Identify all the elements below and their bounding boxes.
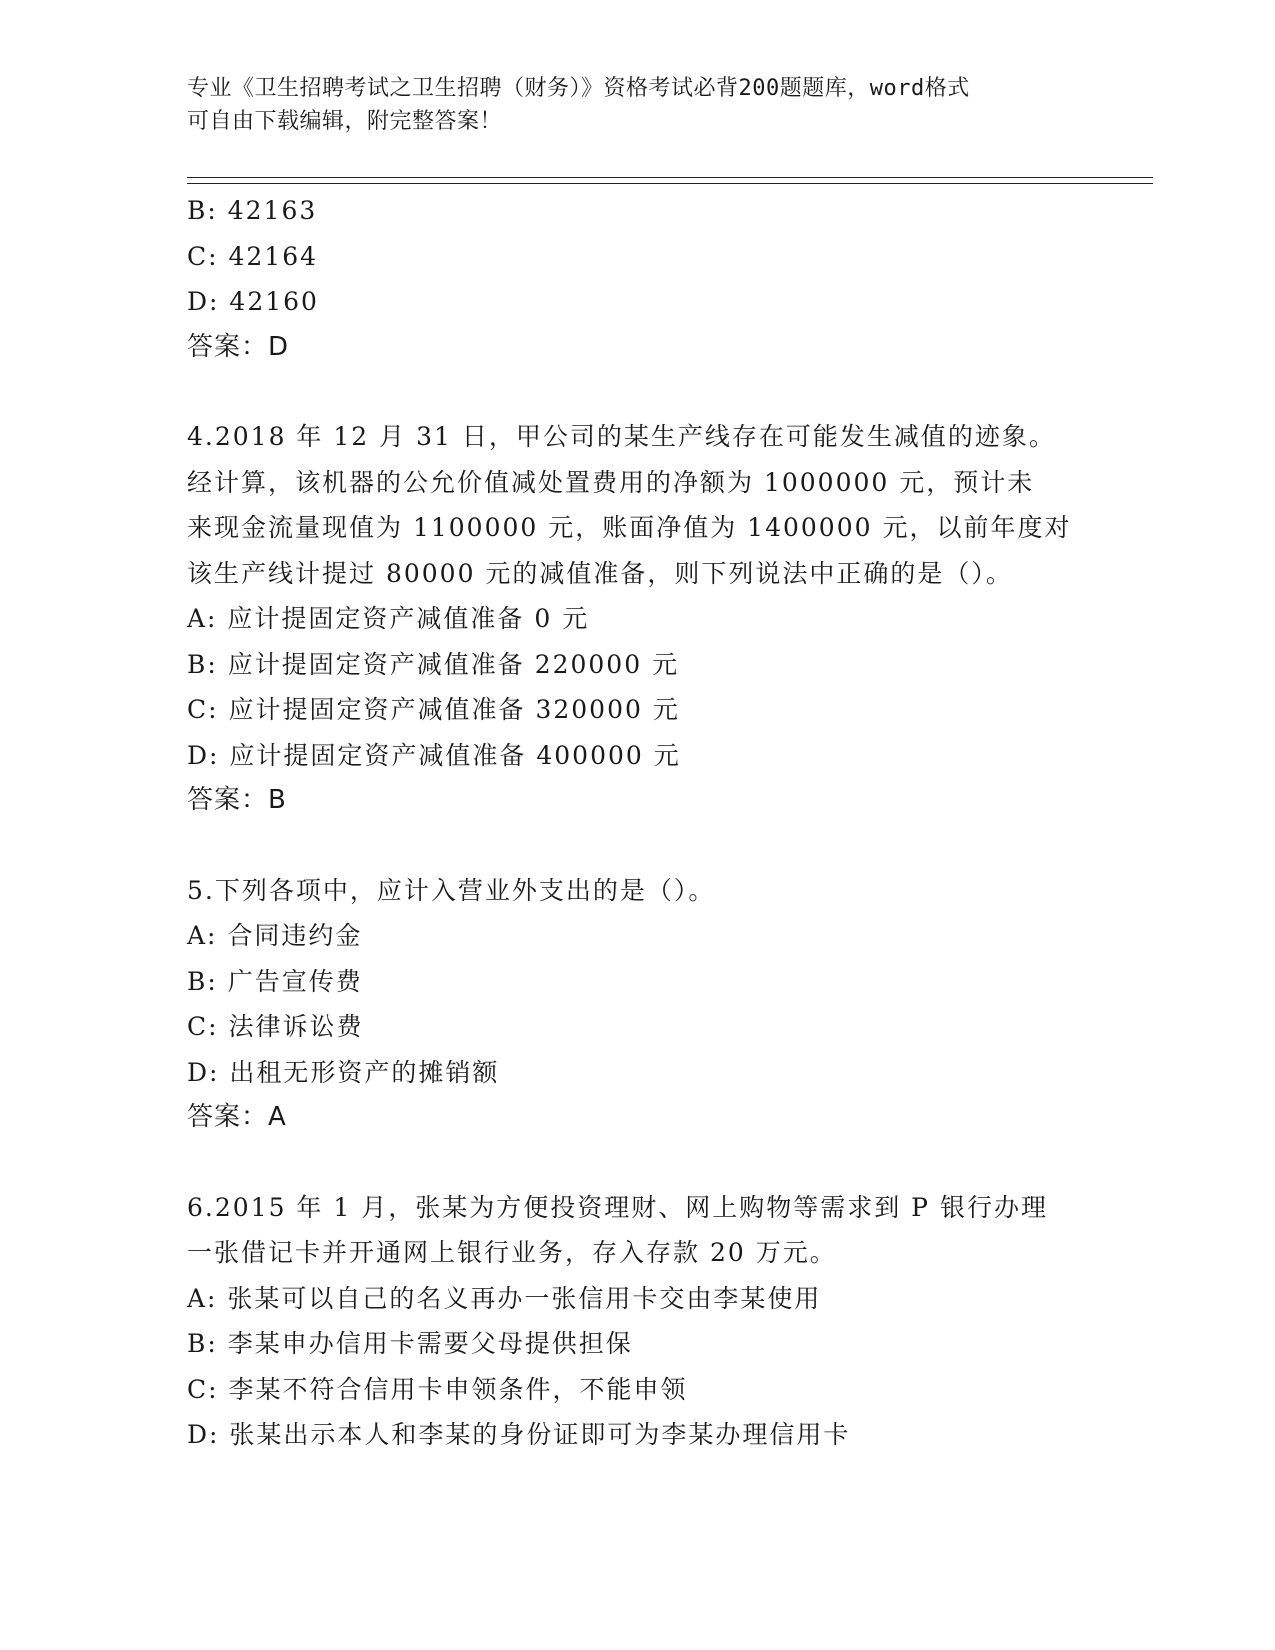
question-5 bbox=[187, 868, 1087, 1141]
question-3 bbox=[187, 188, 1087, 370]
option-c: C: 李某不符合信用卡申领条件，不能申领 bbox=[187, 1374, 688, 1404]
option-c: C: 法律诉讼费 bbox=[187, 1012, 364, 1041]
option-a: A: 应计提固定资产减值准备 0 元 bbox=[187, 604, 590, 633]
option-d: D: 张某出示本人和李某的身份证即可为李某办理信用卡 bbox=[187, 1420, 851, 1449]
option-a: A: 张某可以自己的名义再办一张信用卡交由李某使用 bbox=[187, 1283, 822, 1313]
option-b: B: 应计提固定资产减值准备 220000 元 bbox=[187, 649, 680, 679]
question-stem-line: 该生产线计提过 80000 元的减值准备，则下列说法中正确的是（）。 bbox=[187, 558, 1013, 588]
question-stem-line: 一张借记卡并开通网上银行业务，存入存款 20 万元。 bbox=[187, 1238, 837, 1267]
question-stem-line: 6.2015 年 1 月，张某为方便投资理财、网上购物等需求到 P 银行办理 bbox=[187, 1192, 1048, 1222]
option-b: B: 广告宣传费 bbox=[187, 966, 363, 996]
answer-line: 答案：B bbox=[187, 785, 287, 815]
header-divider-bottom bbox=[187, 183, 1153, 184]
option-c: C: 应计提固定资产减值准备 320000 元 bbox=[187, 695, 680, 724]
answer-line: 答案：D bbox=[187, 331, 290, 362]
header-title-line-2: 可自由下载编辑，附完整答案！ bbox=[187, 109, 503, 134]
question-6 bbox=[187, 1185, 1087, 1458]
option-d: D: 42160 bbox=[187, 287, 319, 316]
spacer bbox=[187, 370, 1087, 414]
option-b: B: 李某申办信用卡需要父母提供担保 bbox=[187, 1329, 633, 1358]
page-header bbox=[187, 72, 1087, 138]
question-stem-line: 4.2018 年 12 月 31 日，甲公司的某生产线存在可能发生减值的迹象。 bbox=[187, 422, 1056, 451]
option-a: A: 合同违约金 bbox=[187, 921, 363, 950]
option-b: B: 42163 bbox=[187, 196, 318, 225]
question-stem-line: 5.下列各项中，应计入营业外支出的是（）。 bbox=[187, 875, 716, 905]
option-c: C: 42164 bbox=[187, 241, 319, 271]
header-divider-top bbox=[187, 177, 1153, 178]
header-title-line-1: 专业《卫生招聘考试之卫生招聘（财务）》资格考试必背200题题库，word格式 bbox=[187, 76, 970, 101]
answer-line: 答案：A bbox=[187, 1102, 287, 1132]
question-list bbox=[187, 188, 1087, 1458]
spacer bbox=[187, 824, 1087, 868]
spacer bbox=[187, 1141, 1087, 1185]
option-d: D: 出租无形资产的摊销额 bbox=[187, 1057, 500, 1087]
question-4 bbox=[187, 414, 1087, 824]
option-d: D: 应计提固定资产减值准备 400000 元 bbox=[187, 740, 681, 770]
question-stem-line: 来现金流量现值为 1100000 元，账面净值为 1400000 元，以前年度对 bbox=[187, 513, 1072, 542]
question-stem-line: 经计算，该机器的公允价值减处置费用的净额为 1000000 元，预计未 bbox=[187, 467, 1035, 497]
